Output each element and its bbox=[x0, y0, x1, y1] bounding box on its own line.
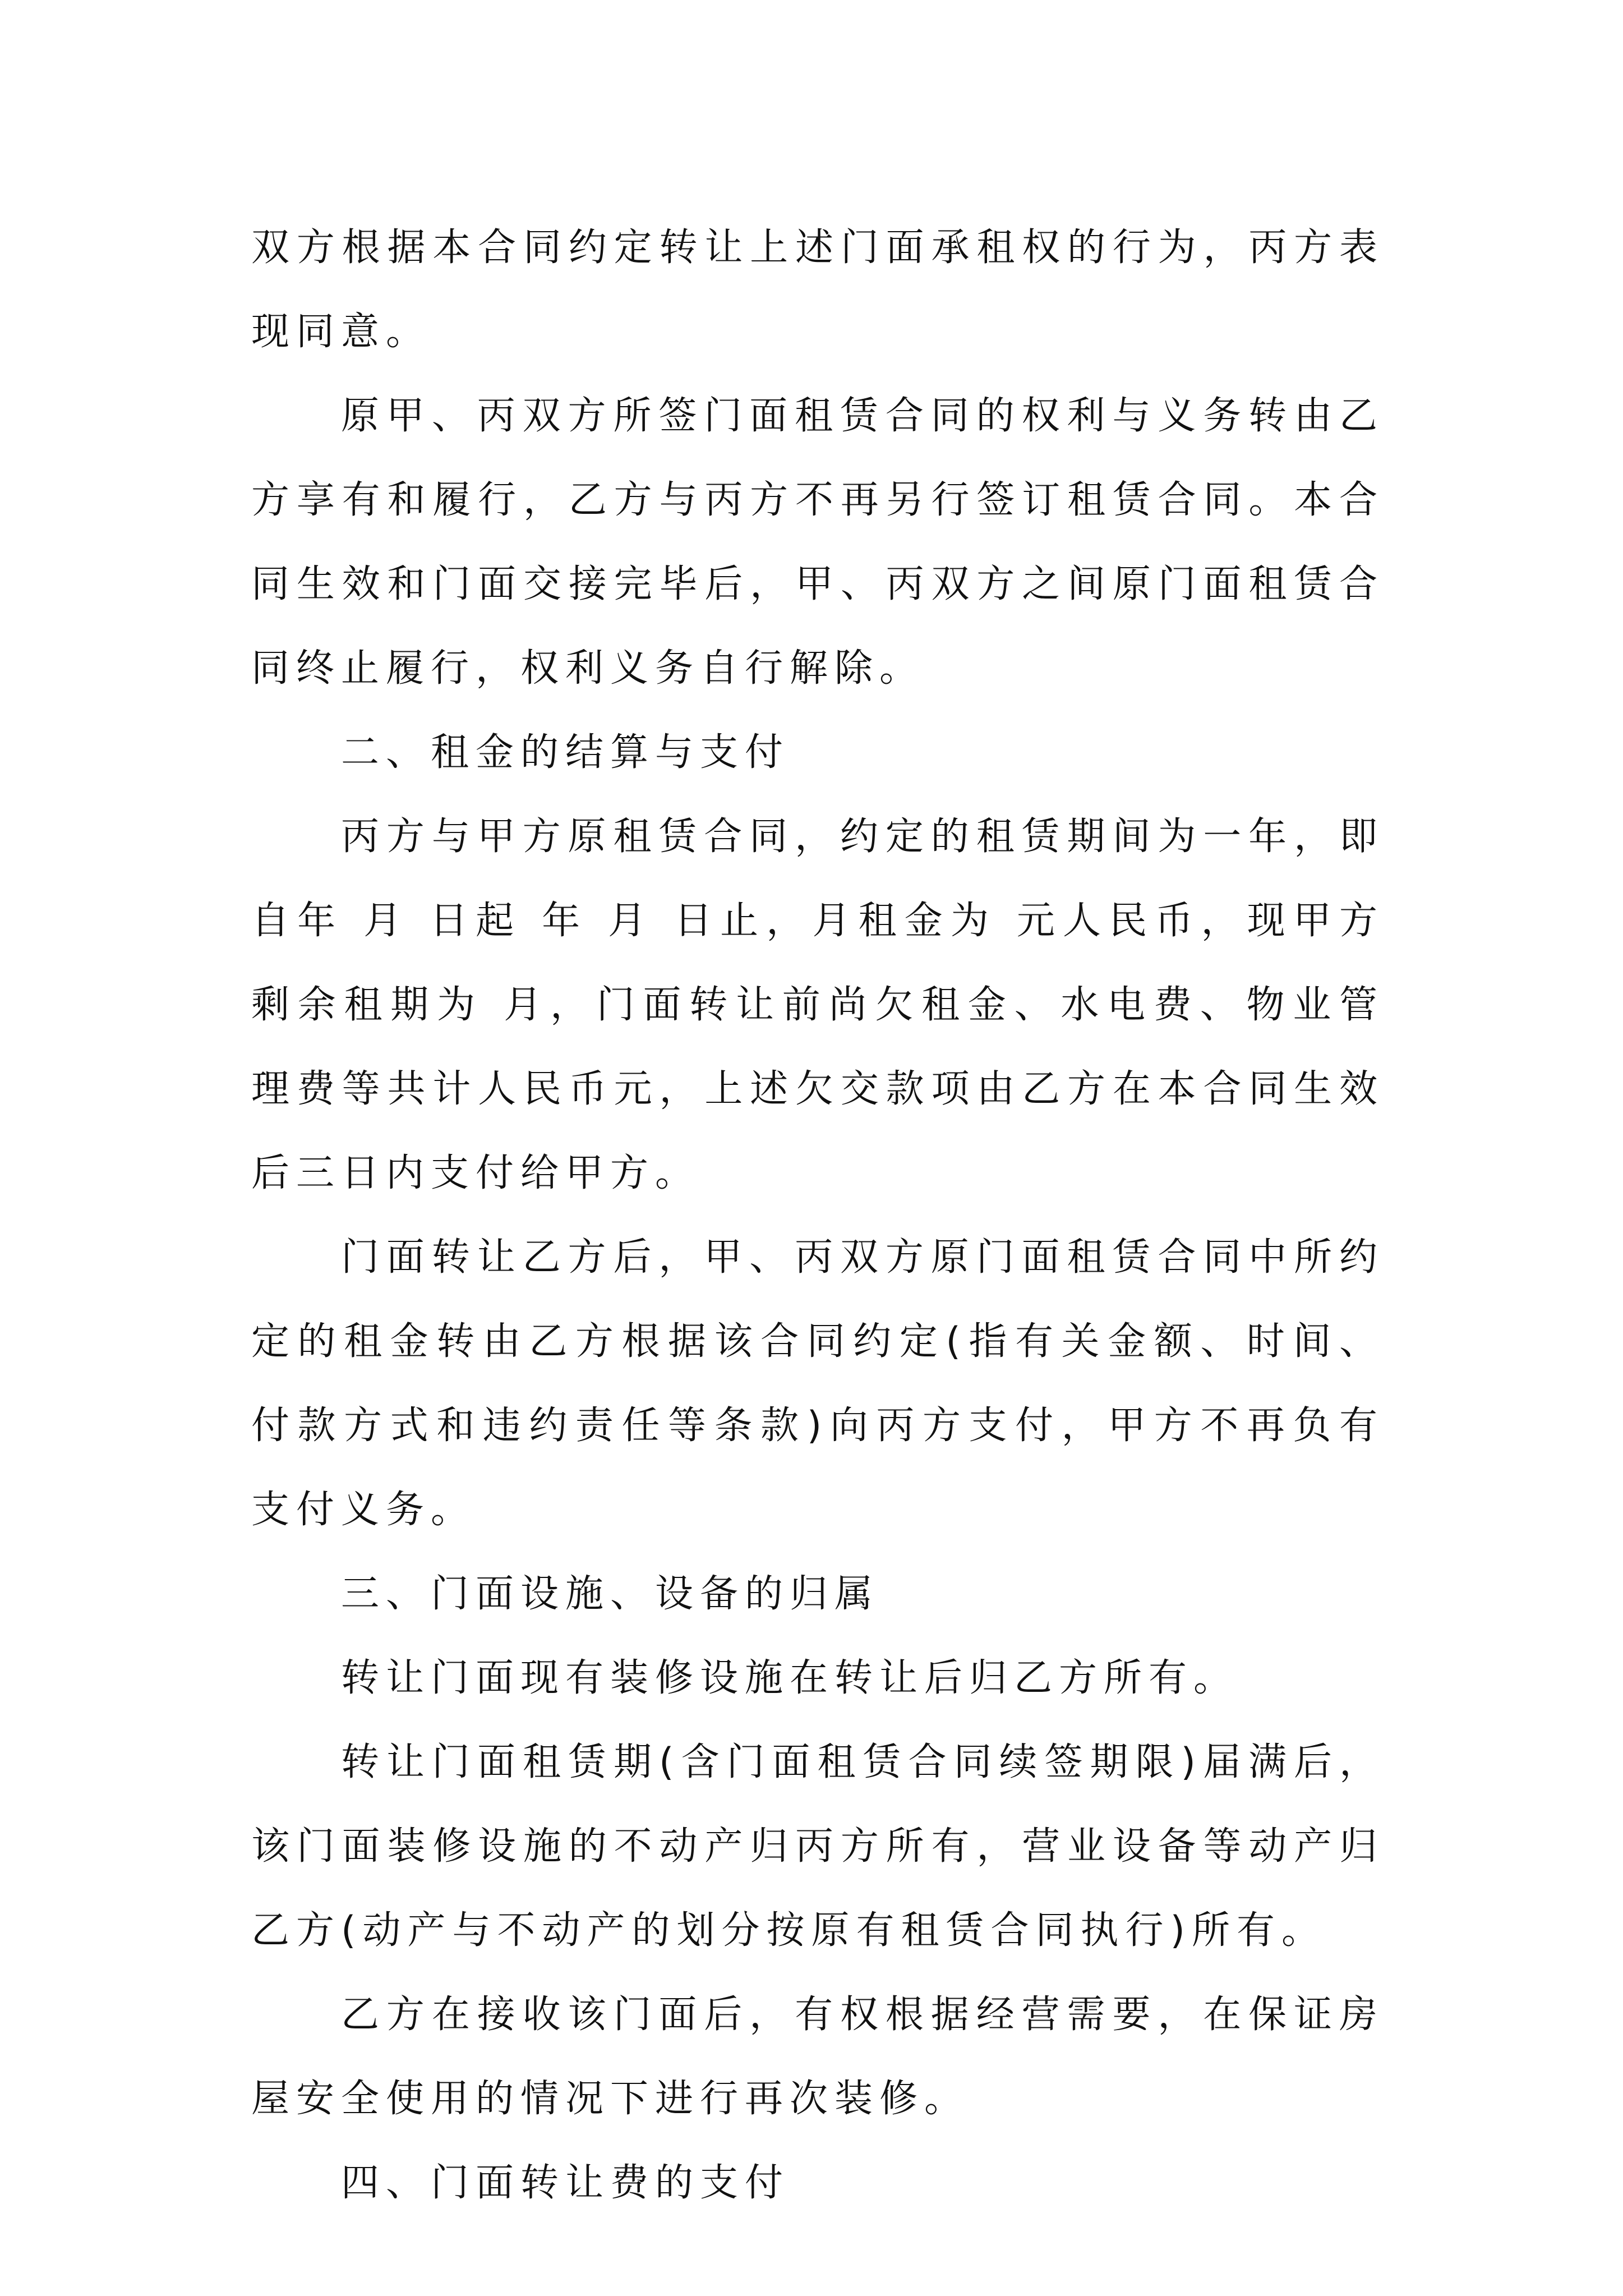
paragraph-rent-obligation: 门面转让乙方后，甲、丙双方原门面租赁合同中所约定的租金转由乙方根据该合同约定(指有关金额、时间、付款方式和违约责任等条款)向丙方支付，甲方不再负有支付义务。 bbox=[251, 1235, 1384, 1532]
paragraph-continuation: 双方根据本合同约定转让上述门面承租权的行为，丙方表现同意。 bbox=[251, 226, 1384, 354]
section-heading-transfer-fee: 四、门面转让费的支付 bbox=[341, 2161, 790, 2205]
document-body bbox=[251, 206, 1384, 2225]
section-heading-facilities: 三、门面设施、设备的归属 bbox=[341, 1572, 880, 1616]
paragraph-lease-expiry: 转让门面租赁期(含门面租赁合同续签期限)届满后，该门面装修设施的不动产归丙方所有，营业设备等动产归乙方(动产与不动产的划分按原有租赁合同执行)所有。 bbox=[251, 1740, 1384, 1953]
section-heading-rent-settlement: 二、租金的结算与支付 bbox=[341, 730, 790, 775]
paragraph-rights-transfer: 原甲、丙双方所签门面租赁合同的权利与义务转由乙方享有和履行，乙方与丙方不再另行签订租赁合同。本合同生效和门面交接完毕后，甲、丙双方之间原门面租赁合同终止履行，权利义务自行解除。 bbox=[251, 394, 1384, 691]
paragraph-decoration-ownership: 转让门面现有装修设施在转让后归乙方所有。 bbox=[341, 1656, 1239, 1700]
paragraph-renovation-right: 乙方在接收该门面后，有权根据经营需要，在保证房屋安全使用的情况下进行再次装修。 bbox=[251, 1993, 1384, 2121]
paragraph-rent-terms: 丙方与甲方原租赁合同，约定的租赁期间为一年，即自年 月 日起 年 月 日止，月租金为 元人民币，现甲方剩余租期为 月，门面转让前尚欠租金、水电费、物业管理费等共计人民币元，上述欠交款项由乙方在本合同生效后三日内支付给甲方。 bbox=[251, 815, 1384, 1195]
